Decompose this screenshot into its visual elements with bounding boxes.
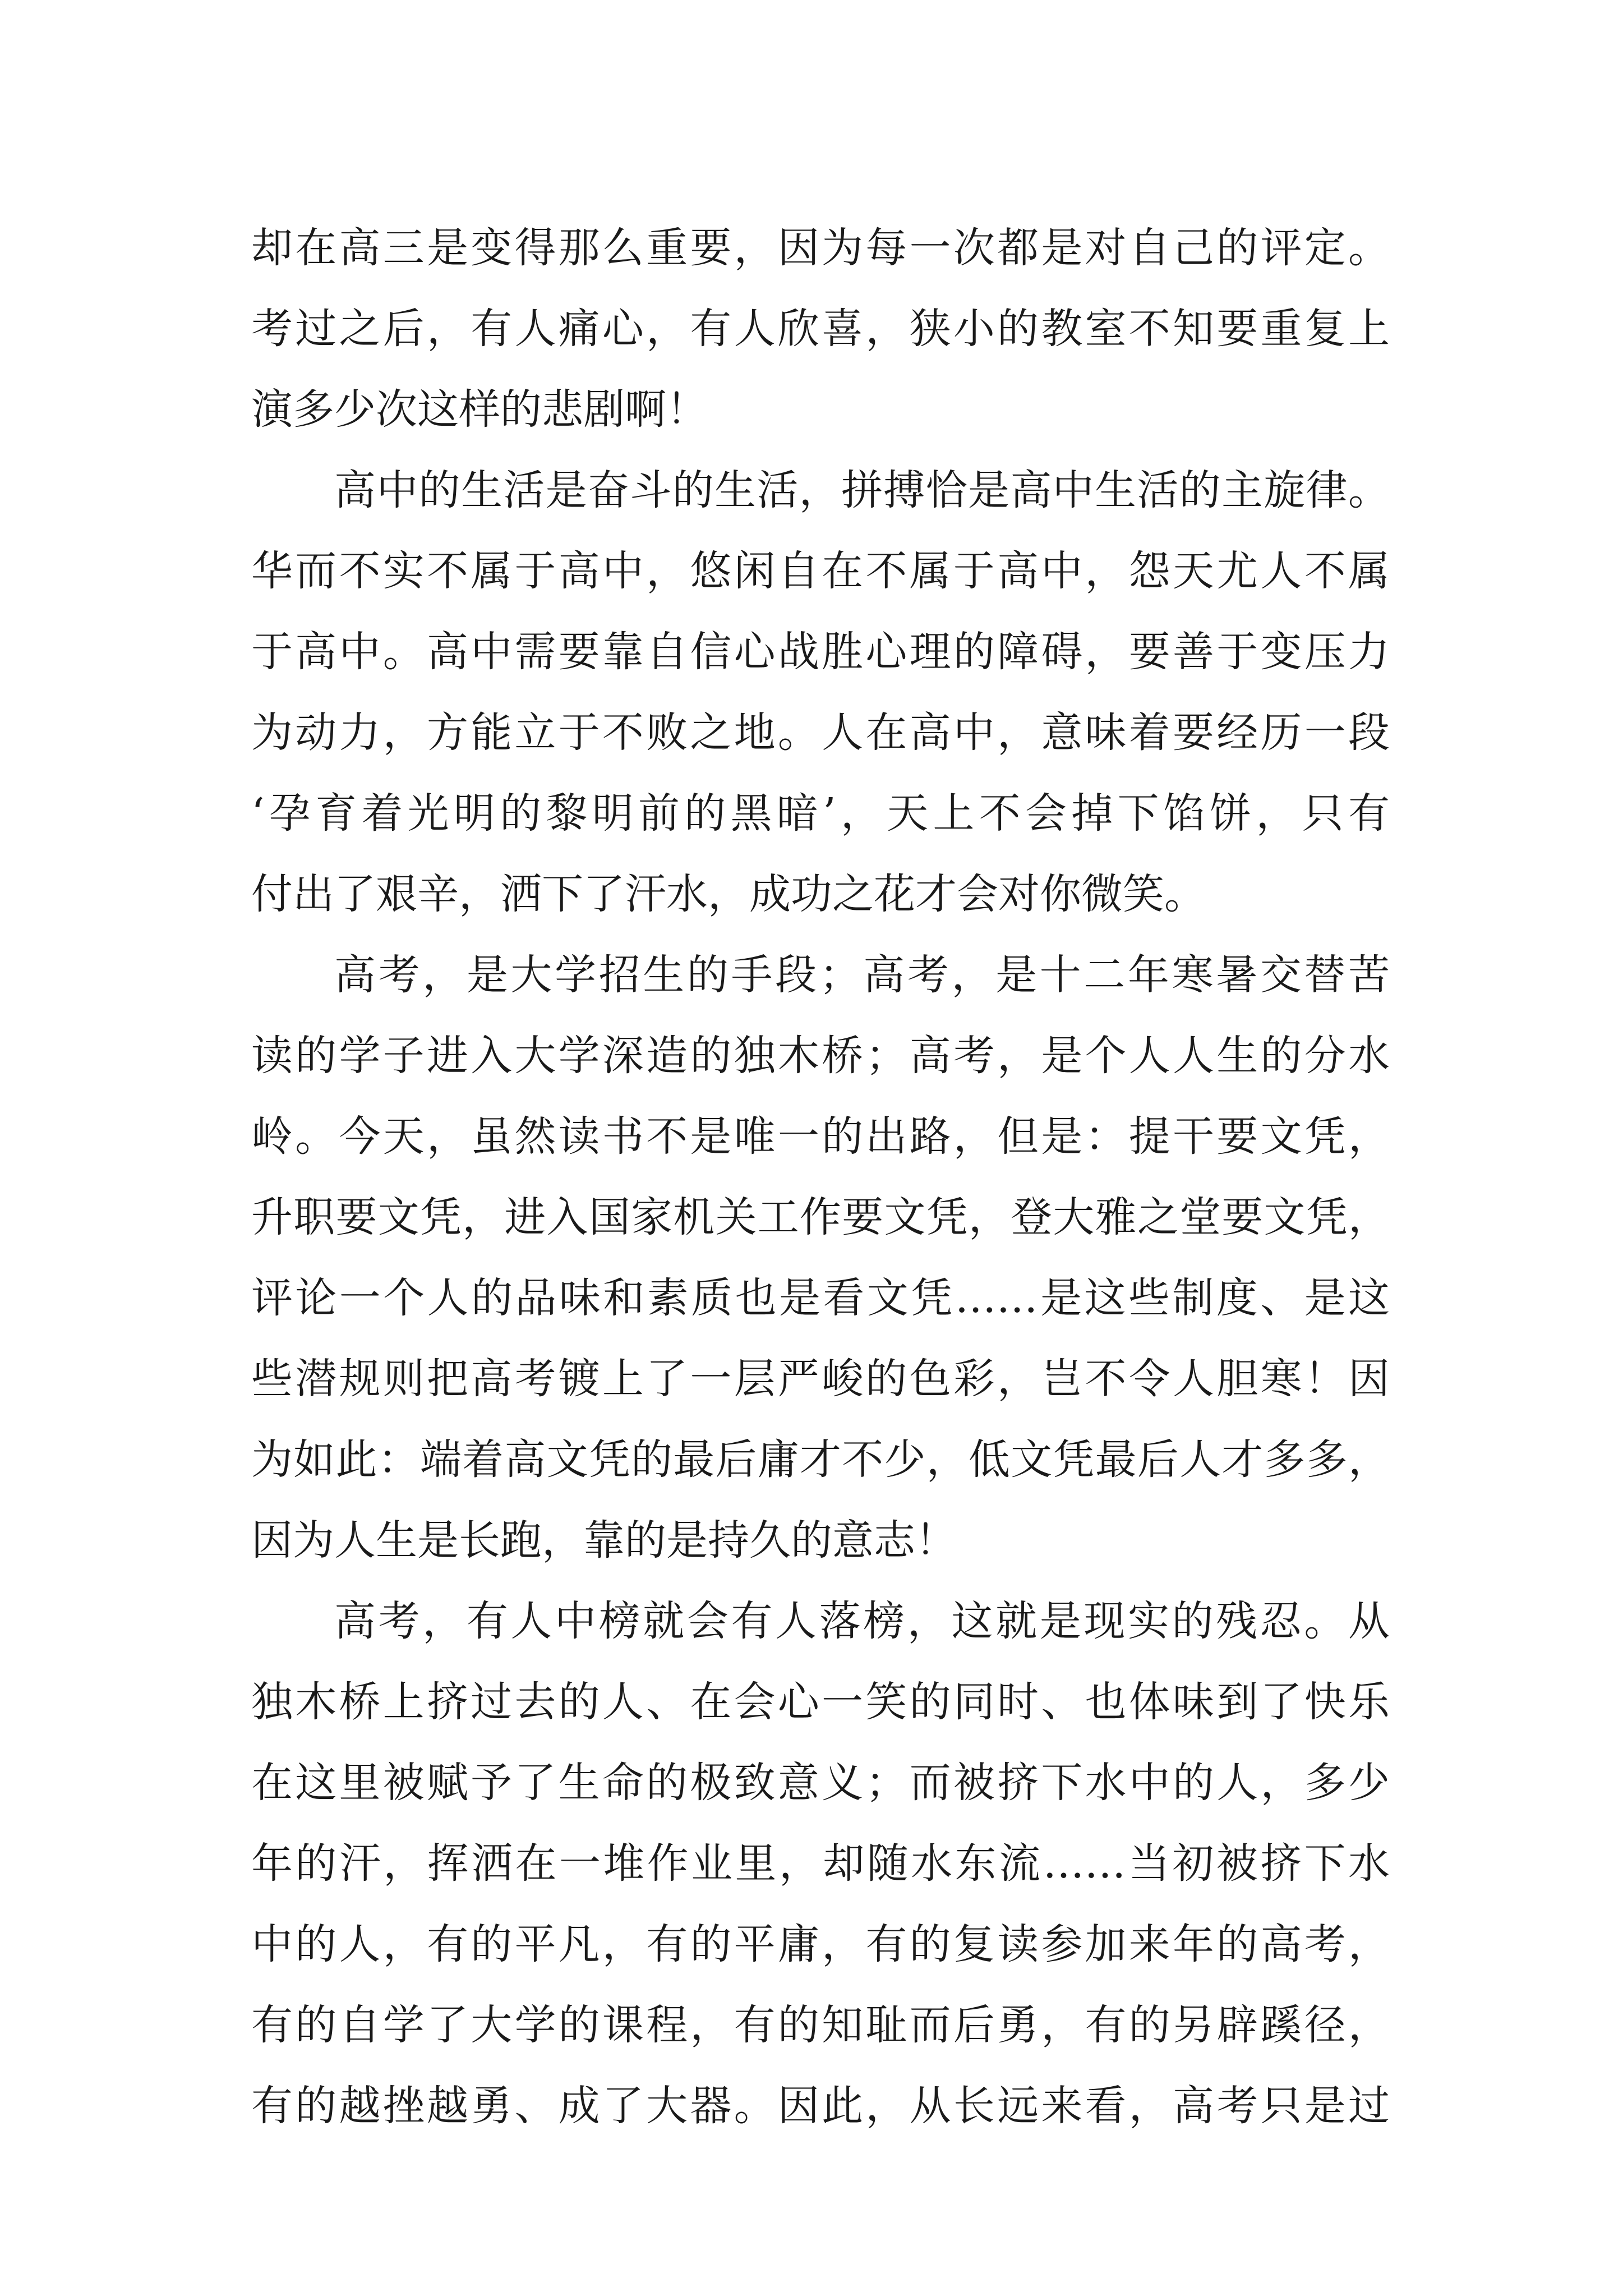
text-line: 有的越挫越勇、成了大器。因此，从长远来看，高考只是过 — [251, 2082, 1390, 2130]
text-line: 华而不实不属于高中，悠闲自在不属于高中，怨天尤人不属 — [251, 547, 1390, 595]
text-line: 演多少次这样的悲剧啊！ — [251, 385, 708, 434]
text-line: 独木桥上挤过去的人、在会心一笑的同时、也体味到了快乐 — [251, 1678, 1390, 1726]
text-line: 岭。今天，虽然读书不是唯一的出路，但是：提干要文凭， — [251, 1112, 1390, 1161]
paragraph-first-line: 高考，有人中榜就会有人落榜，这就是现实的残忍。从 — [334, 1597, 1390, 1645]
paragraph-first-line: 高中的生活是奋斗的生活，拼搏恰是高中生活的主旋律。 — [334, 466, 1390, 514]
text-line: 却在高三是变得那么重要，因为每一次都是对自己的评定。 — [251, 224, 1390, 272]
text-line: 有的自学了大学的课程，有的知耻而后勇，有的另辟蹊径， — [251, 2001, 1390, 2049]
text-line: 因为人生是长跑，靠的是持久的意志！ — [251, 1516, 957, 1565]
text-line: 在这里被赋予了生命的极致意义；而被挤下水中的人，多少 — [251, 1759, 1390, 1807]
text-line: ‘孕育着光明的黎明前的黑暗’，天上不会掉下馅饼，只有 — [251, 789, 1390, 838]
text-line: 为如此：端着高文凭的最后庸才不少，低文凭最后人才多多， — [251, 1435, 1390, 1484]
text-line: 读的学子进入大学深造的独木桥；高考，是个人人生的分水 — [251, 1032, 1390, 1080]
text-line: 为动力，方能立于不败之地。人在高中，意味着要经历一段 — [251, 708, 1390, 757]
text-line: 中的人，有的平凡，有的平庸，有的复读参加来年的高考， — [251, 1920, 1390, 1968]
body-text — [251, 208, 1390, 2146]
text-line: 些潜规则把高考镀上了一层严峻的色彩，岂不令人胆寒！因 — [251, 1355, 1390, 1403]
paragraph-first-line: 高考，是大学招生的手段；高考，是十二年寒暑交替苦 — [334, 951, 1390, 999]
text-line: 考过之后，有人痛心，有人欣喜，狭小的教室不知要重复上 — [251, 305, 1390, 353]
text-line: 升职要文凭，进入国家机关工作要文凭，登大雅之堂要文凭， — [251, 1193, 1390, 1241]
text-line: 于高中。高中需要靠自信心战胜心理的障碍，要善于变压力 — [251, 628, 1390, 676]
text-line: 评论一个人的品味和素质也是看文凭……是这些制度、是这 — [251, 1274, 1390, 1322]
text-line: 付出了艰辛，洒下了汗水，成功之花才会对你微笑。 — [251, 870, 1206, 918]
text-line: 年的汗，挥洒在一堆作业里，却随水东流……当初被挤下水 — [251, 1839, 1390, 1888]
